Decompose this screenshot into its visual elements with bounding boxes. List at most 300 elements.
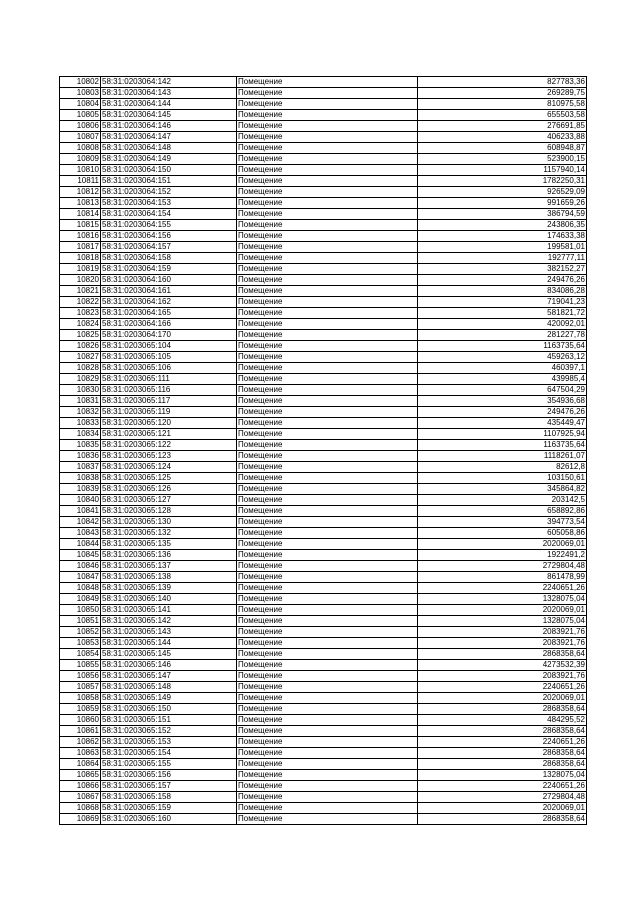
object-type-cell: Помещение [237,484,418,495]
property-table [59,76,587,825]
object-type-cell: Помещение [237,418,418,429]
table-row [60,462,587,473]
table-row [60,660,587,671]
cadastral-value-cell: 192777,11 [418,253,587,264]
cadastral-value-cell: 2020069,01 [418,693,587,704]
table-row [60,374,587,385]
cadastral-number-cell: 58:31:0203065:106 [101,363,237,374]
object-type-cell: Помещение [237,594,418,605]
cadastral-number-cell: 58:31:0203065:105 [101,352,237,363]
cadastral-number-cell: 58:31:0203065:143 [101,627,237,638]
cadastral-value-cell: 1328075,04 [418,770,587,781]
cadastral-value-cell: 1782250,31 [418,176,587,187]
row-number-cell: 10806 [60,121,101,132]
cadastral-number-cell: 58:31:0203065:117 [101,396,237,407]
object-type-cell: Помещение [237,473,418,484]
object-type-cell: Помещение [237,297,418,308]
row-number-cell: 10849 [60,594,101,605]
cadastral-value-cell: 2729804,48 [418,561,587,572]
row-number-cell: 10848 [60,583,101,594]
table-row [60,792,587,803]
cadastral-number-cell: 58:31:0203065:160 [101,814,237,825]
cadastral-value-cell: 523900,15 [418,154,587,165]
table-row [60,264,587,275]
object-type-cell: Помещение [237,308,418,319]
cadastral-value-cell: 2868358,64 [418,759,587,770]
row-number-cell: 10830 [60,385,101,396]
table-row [60,363,587,374]
object-type-cell: Помещение [237,198,418,209]
object-type-cell: Помещение [237,627,418,638]
table-row [60,396,587,407]
table-row [60,385,587,396]
object-type-cell: Помещение [237,770,418,781]
cadastral-number-cell: 58:31:0203064:155 [101,220,237,231]
cadastral-value-cell: 103150,61 [418,473,587,484]
row-number-cell: 10807 [60,132,101,143]
cadastral-number-cell: 58:31:0203065:156 [101,770,237,781]
cadastral-number-cell: 58:31:0203065:137 [101,561,237,572]
cadastral-value-cell: 1157940,14 [418,165,587,176]
table-row [60,110,587,121]
table-row [60,682,587,693]
cadastral-value-cell: 2083921,76 [418,627,587,638]
object-type-cell: Помещение [237,671,418,682]
cadastral-value-cell: 1328075,04 [418,616,587,627]
cadastral-number-cell: 58:31:0203065:146 [101,660,237,671]
table-row [60,209,587,220]
cadastral-value-cell: 2240651,26 [418,737,587,748]
cadastral-value-cell: 199581,01 [418,242,587,253]
cadastral-value-cell: 1107925,94 [418,429,587,440]
table-row [60,121,587,132]
cadastral-number-cell: 58:31:0203064:142 [101,77,237,88]
object-type-cell: Помещение [237,220,418,231]
table-row [60,814,587,825]
table-row [60,605,587,616]
object-type-cell: Помещение [237,495,418,506]
cadastral-number-cell: 58:31:0203065:119 [101,407,237,418]
object-type-cell: Помещение [237,330,418,341]
table-row [60,616,587,627]
cadastral-value-cell: 810975,58 [418,99,587,110]
cadastral-value-cell: 2868358,64 [418,726,587,737]
row-number-cell: 10832 [60,407,101,418]
table-row [60,451,587,462]
object-type-cell: Помещение [237,737,418,748]
cadastral-value-cell: 484295,52 [418,715,587,726]
cadastral-value-cell: 4273532,39 [418,660,587,671]
object-type-cell: Помещение [237,154,418,165]
cadastral-value-cell: 249476,26 [418,407,587,418]
object-type-cell: Помещение [237,528,418,539]
cadastral-value-cell: 2083921,76 [418,638,587,649]
cadastral-number-cell: 58:31:0203065:152 [101,726,237,737]
table-row [60,572,587,583]
object-type-cell: Помещение [237,77,418,88]
row-number-cell: 10843 [60,528,101,539]
object-type-cell: Помещение [237,88,418,99]
object-type-cell: Помещение [237,583,418,594]
cadastral-number-cell: 58:31:0203064:160 [101,275,237,286]
cadastral-number-cell: 58:31:0203065:149 [101,693,237,704]
cadastral-number-cell: 58:31:0203065:125 [101,473,237,484]
table-row [60,803,587,814]
cadastral-number-cell: 58:31:0203064:156 [101,231,237,242]
row-number-cell: 10864 [60,759,101,770]
table-row [60,132,587,143]
object-type-cell: Помещение [237,231,418,242]
row-number-cell: 10817 [60,242,101,253]
row-number-cell: 10810 [60,165,101,176]
object-type-cell: Помещение [237,253,418,264]
row-number-cell: 10818 [60,253,101,264]
row-number-cell: 10814 [60,209,101,220]
object-type-cell: Помещение [237,341,418,352]
cadastral-number-cell: 58:31:0203064:159 [101,264,237,275]
row-number-cell: 10827 [60,352,101,363]
row-number-cell: 10826 [60,341,101,352]
cadastral-number-cell: 58:31:0203064:145 [101,110,237,121]
row-number-cell: 10805 [60,110,101,121]
cadastral-number-cell: 58:31:0203065:145 [101,649,237,660]
table-row [60,319,587,330]
object-type-cell: Помещение [237,407,418,418]
row-number-cell: 10834 [60,429,101,440]
object-type-cell: Помещение [237,209,418,220]
object-type-cell: Помещение [237,363,418,374]
cadastral-number-cell: 58:31:0203064:146 [101,121,237,132]
row-number-cell: 10824 [60,319,101,330]
cadastral-number-cell: 58:31:0203065:111 [101,374,237,385]
cadastral-value-cell: 281227,78 [418,330,587,341]
table-row [60,429,587,440]
cadastral-value-cell: 386794,59 [418,209,587,220]
cadastral-value-cell: 382152,27 [418,264,587,275]
object-type-cell: Помещение [237,176,418,187]
table-row [60,528,587,539]
table-row [60,627,587,638]
cadastral-value-cell: 1922491,2 [418,550,587,561]
table-row [60,550,587,561]
cadastral-number-cell: 58:31:0203065:148 [101,682,237,693]
cadastral-value-cell: 719041,23 [418,297,587,308]
row-number-cell: 10803 [60,88,101,99]
cadastral-number-cell: 58:31:0203065:122 [101,440,237,451]
table-row [60,253,587,264]
cadastral-number-cell: 58:31:0203065:135 [101,539,237,550]
cadastral-value-cell: 1163735,64 [418,440,587,451]
row-number-cell: 10804 [60,99,101,110]
row-number-cell: 10845 [60,550,101,561]
cadastral-number-cell: 58:31:0203064:154 [101,209,237,220]
cadastral-value-cell: 605058,86 [418,528,587,539]
cadastral-value-cell: 581821,72 [418,308,587,319]
object-type-cell: Помещение [237,660,418,671]
cadastral-value-cell: 861478,99 [418,572,587,583]
table-row [60,704,587,715]
row-number-cell: 10846 [60,561,101,572]
cadastral-number-cell: 58:31:0203064:149 [101,154,237,165]
cadastral-number-cell: 58:31:0203065:121 [101,429,237,440]
cadastral-number-cell: 58:31:0203065:158 [101,792,237,803]
object-type-cell: Помещение [237,814,418,825]
table-row [60,220,587,231]
row-number-cell: 10839 [60,484,101,495]
cadastral-value-cell: 991659,26 [418,198,587,209]
row-number-cell: 10841 [60,506,101,517]
cadastral-number-cell: 58:31:0203064:153 [101,198,237,209]
table-row [60,748,587,759]
table-row [60,759,587,770]
table-row [60,297,587,308]
cadastral-number-cell: 58:31:0203065:128 [101,506,237,517]
cadastral-value-cell: 1328075,04 [418,594,587,605]
row-number-cell: 10862 [60,737,101,748]
object-type-cell: Помещение [237,726,418,737]
cadastral-number-cell: 58:31:0203065:139 [101,583,237,594]
cadastral-number-cell: 58:31:0203065:147 [101,671,237,682]
cadastral-value-cell: 243806,35 [418,220,587,231]
object-type-cell: Помещение [237,572,418,583]
cadastral-value-cell: 1118261,07 [418,451,587,462]
row-number-cell: 10825 [60,330,101,341]
table-row [60,143,587,154]
object-type-cell: Помещение [237,275,418,286]
object-type-cell: Помещение [237,704,418,715]
object-type-cell: Помещение [237,550,418,561]
object-type-cell: Помещение [237,462,418,473]
table-row [60,88,587,99]
object-type-cell: Помещение [237,649,418,660]
table-row [60,561,587,572]
cadastral-value-cell: 435449,47 [418,418,587,429]
cadastral-value-cell: 2729804,48 [418,792,587,803]
table-row [60,231,587,242]
row-number-cell: 10857 [60,682,101,693]
table-row [60,737,587,748]
row-number-cell: 10831 [60,396,101,407]
cadastral-value-cell: 460397,1 [418,363,587,374]
row-number-cell: 10802 [60,77,101,88]
row-number-cell: 10863 [60,748,101,759]
table-row [60,539,587,550]
cadastral-number-cell: 58:31:0203065:153 [101,737,237,748]
cadastral-value-cell: 2868358,64 [418,748,587,759]
object-type-cell: Помещение [237,374,418,385]
cadastral-number-cell: 58:31:0203065:124 [101,462,237,473]
cadastral-number-cell: 58:31:0203064:157 [101,242,237,253]
row-number-cell: 10868 [60,803,101,814]
table-row [60,275,587,286]
cadastral-value-cell: 276691,85 [418,121,587,132]
cadastral-value-cell: 827783,36 [418,77,587,88]
cadastral-number-cell: 58:31:0203065:136 [101,550,237,561]
row-number-cell: 10842 [60,517,101,528]
cadastral-value-cell: 2240651,26 [418,682,587,693]
row-number-cell: 10808 [60,143,101,154]
row-number-cell: 10866 [60,781,101,792]
cadastral-number-cell: 58:31:0203065:155 [101,759,237,770]
row-number-cell: 10828 [60,363,101,374]
object-type-cell: Помещение [237,682,418,693]
cadastral-value-cell: 2868358,64 [418,814,587,825]
object-type-cell: Помещение [237,187,418,198]
row-number-cell: 10858 [60,693,101,704]
cadastral-value-cell: 82612,8 [418,462,587,473]
object-type-cell: Помещение [237,99,418,110]
row-number-cell: 10813 [60,198,101,209]
row-number-cell: 10822 [60,297,101,308]
cadastral-value-cell: 2868358,64 [418,649,587,660]
object-type-cell: Помещение [237,517,418,528]
cadastral-number-cell: 58:31:0203065:141 [101,605,237,616]
cadastral-number-cell: 58:31:0203065:123 [101,451,237,462]
row-number-cell: 10860 [60,715,101,726]
row-number-cell: 10854 [60,649,101,660]
table-row [60,638,587,649]
cadastral-value-cell: 420092,01 [418,319,587,330]
object-type-cell: Помещение [237,748,418,759]
cadastral-number-cell: 58:31:0203064:143 [101,88,237,99]
object-type-cell: Помещение [237,319,418,330]
row-number-cell: 10820 [60,275,101,286]
cadastral-value-cell: 655503,58 [418,110,587,121]
cadastral-value-cell: 2020069,01 [418,803,587,814]
cadastral-number-cell: 58:31:0203064:151 [101,176,237,187]
cadastral-number-cell: 58:31:0203065:127 [101,495,237,506]
row-number-cell: 10837 [60,462,101,473]
cadastral-number-cell: 58:31:0203065:140 [101,594,237,605]
object-type-cell: Помещение [237,143,418,154]
object-type-cell: Помещение [237,759,418,770]
cadastral-number-cell: 58:31:0203065:157 [101,781,237,792]
cadastral-number-cell: 58:31:0203064:147 [101,132,237,143]
object-type-cell: Помещение [237,242,418,253]
cadastral-value-cell: 354936,68 [418,396,587,407]
cadastral-number-cell: 58:31:0203065:116 [101,385,237,396]
row-number-cell: 10847 [60,572,101,583]
row-number-cell: 10816 [60,231,101,242]
table-row [60,187,587,198]
cadastral-number-cell: 58:31:0203064:166 [101,319,237,330]
object-type-cell: Помещение [237,781,418,792]
row-number-cell: 10865 [60,770,101,781]
object-type-cell: Помещение [237,693,418,704]
table-row [60,649,587,660]
object-type-cell: Помещение [237,429,418,440]
row-number-cell: 10869 [60,814,101,825]
table-row [60,308,587,319]
cadastral-number-cell: 58:31:0203065:151 [101,715,237,726]
row-number-cell: 10833 [60,418,101,429]
table-row [60,242,587,253]
table-row [60,77,587,88]
table-row [60,165,587,176]
cadastral-number-cell: 58:31:0203065:150 [101,704,237,715]
cadastral-value-cell: 459263,12 [418,352,587,363]
cadastral-value-cell: 2020069,01 [418,605,587,616]
object-type-cell: Помещение [237,451,418,462]
row-number-cell: 10815 [60,220,101,231]
table-row [60,715,587,726]
object-type-cell: Помещение [237,715,418,726]
row-number-cell: 10835 [60,440,101,451]
cadastral-value-cell: 203142,5 [418,495,587,506]
row-number-cell: 10850 [60,605,101,616]
cadastral-value-cell: 2240651,26 [418,583,587,594]
row-number-cell: 10821 [60,286,101,297]
object-type-cell: Помещение [237,792,418,803]
object-type-cell: Помещение [237,539,418,550]
cadastral-value-cell: 406233,88 [418,132,587,143]
table-row [60,330,587,341]
row-number-cell: 10829 [60,374,101,385]
cadastral-number-cell: 58:31:0203064:150 [101,165,237,176]
object-type-cell: Помещение [237,121,418,132]
table-row [60,440,587,451]
table-row [60,407,587,418]
row-number-cell: 10852 [60,627,101,638]
table-row [60,770,587,781]
table-row [60,693,587,704]
cadastral-value-cell: 834086,28 [418,286,587,297]
cadastral-value-cell: 608948,87 [418,143,587,154]
row-number-cell: 10856 [60,671,101,682]
cadastral-number-cell: 58:31:0203064:162 [101,297,237,308]
row-number-cell: 10809 [60,154,101,165]
row-number-cell: 10819 [60,264,101,275]
cadastral-value-cell: 647504,29 [418,385,587,396]
row-number-cell: 10859 [60,704,101,715]
table-row [60,484,587,495]
object-type-cell: Помещение [237,506,418,517]
row-number-cell: 10836 [60,451,101,462]
cadastral-number-cell: 58:31:0203065:138 [101,572,237,583]
object-type-cell: Помещение [237,264,418,275]
cadastral-value-cell: 926529,09 [418,187,587,198]
cadastral-number-cell: 58:31:0203064:148 [101,143,237,154]
table-row [60,99,587,110]
cadastral-value-cell: 394773,54 [418,517,587,528]
table-row [60,176,587,187]
object-type-cell: Помещение [237,638,418,649]
table-row [60,583,587,594]
table-body [60,77,587,825]
row-number-cell: 10855 [60,660,101,671]
object-type-cell: Помещение [237,396,418,407]
table-row [60,286,587,297]
cadastral-value-cell: 249476,26 [418,275,587,286]
object-type-cell: Помещение [237,286,418,297]
object-type-cell: Помещение [237,385,418,396]
row-number-cell: 10861 [60,726,101,737]
cadastral-value-cell: 439985,4 [418,374,587,385]
table-row [60,352,587,363]
cadastral-number-cell: 58:31:0203064:144 [101,99,237,110]
cadastral-number-cell: 58:31:0203065:120 [101,418,237,429]
row-number-cell: 10838 [60,473,101,484]
row-number-cell: 10840 [60,495,101,506]
cadastral-value-cell: 269289,75 [418,88,587,99]
table-row [60,154,587,165]
table-row [60,473,587,484]
cadastral-number-cell: 58:31:0203064:170 [101,330,237,341]
table-row [60,198,587,209]
row-number-cell: 10823 [60,308,101,319]
cadastral-number-cell: 58:31:0203065:130 [101,517,237,528]
cadastral-number-cell: 58:31:0203065:159 [101,803,237,814]
